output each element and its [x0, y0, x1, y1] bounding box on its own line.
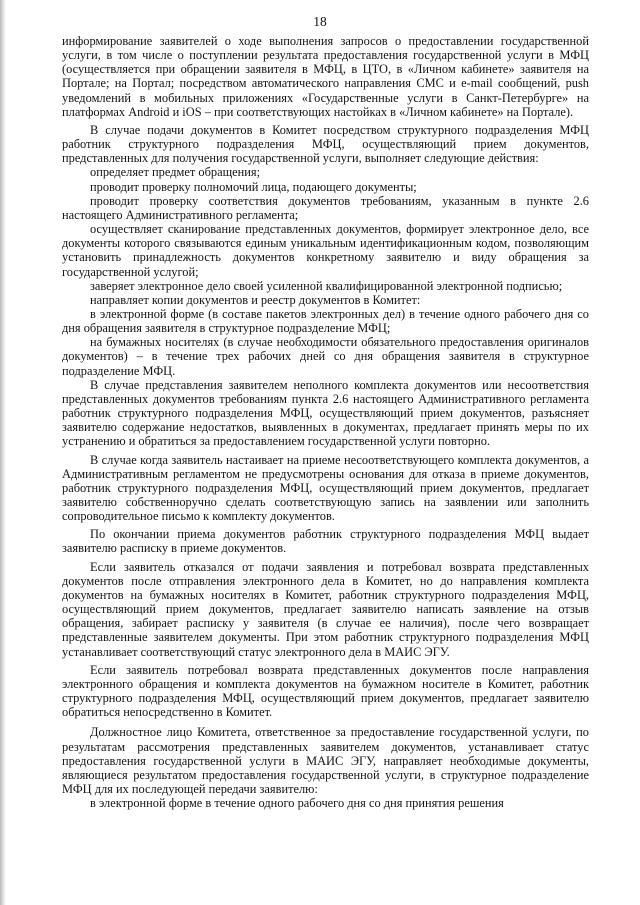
paragraph-informing-applicants: информирование заявителей о ходе выполнения запросов о предоставлении государственной услуги, в том числе о поступлении результата предоставления государственной услуги в МФЦ (осуществляется при обращении заявителя в МФЦ, в ЦТО, в «Личном кабинете» заявителя на Портале; на Портал; посредством автоматического направления СМС и e-mail сообщений, push уведомлений в мобильных приложениях «Государственные услуги в Санкт-Петербурге» на платформах Android и iOS – при соответствующих настойках в «Личном кабинете» на Портале).	[62, 34, 589, 119]
paragraph-refusal-after-paper: Если заявитель потребовал возврата представленных документов после направления электронного обращения и комплекта документов на бумажном носителе в Комитет, работник структурного подразделения МФЦ, осуществляющий прием документов, предлагает заявителю обратиться непосредственно в Комитет.	[62, 662, 589, 720]
paragraph-action-signing: заверяет электронное дело своей усиленной квалифицированной электронной подписью;	[90, 278, 563, 293]
page-number: 18	[313, 14, 327, 29]
scan-left-edge	[0, 0, 6, 905]
paragraph-committee-official: Должностное лицо Комитета, ответственное за предоставление государственной услуги, по результатам рассмотрения представленных заявителем документов, устанавливает статус предоставления государственной услуги в МАИС ЭГУ, направляет необходимые документы, являющиеся результатом предоставления государственной услуги, в структурное подразделение МФЦ для их последующей передачи заявителю:	[62, 725, 589, 796]
paragraph-action-authority-check: проводит проверку полномочий лица, подающего документы;	[90, 179, 417, 194]
paragraph-mfc-submission: В случае подачи документов в Комитет посредством структурного подразделения МФЦ работник структурного подразделения МФЦ, осуществляющий прием документов, представленных для получения государственной услуги, выполняет следующие действия:	[62, 122, 589, 166]
paragraph-applicant-insists: В случае когда заявитель настаивает на приеме несоответствующего комплекта документов, а Административным регламентом не предусмотрены основания для отказа в приеме документов, работник структурного подразделения МФЦ, осуществляющий прием документов, предлагает заявителю собственноручно сделать соответствующую запись на заявлении или заполнить сопроводительное письмо к комплекту документов.	[62, 452, 589, 524]
paragraph-action-subject: определяет предмет обращения;	[90, 165, 261, 180]
document-body	[62, 34, 589, 810]
paragraph-electronic-form: в электронной форме (в составе пакетов электронных дел) в течение одного рабочего дня со дня обращения заявителя в структурное подразделение МФЦ;	[62, 306, 589, 336]
paragraph-electronic-decision: в электронной форме в течение одного рабочего дня со дня принятия решения	[90, 796, 504, 811]
paragraph-refusal-before-paper: Если заявитель отказался от подачи заявления и потребовал возврата представленных документов после отправления электронного дела в Комитет, но до направления комплекта документов на бумажных носителях в Комитет, работник структурного подразделения МФЦ, осуществляющий прием документов, предлагает заявителю написать заявление на отзыв обращения, забирает расписку у заявителя (в случае ее наличия), после чего возвращает представленные заявителем документы. При этом работник структурного подразделения МФЦ устанавливает соответствующий статус электронного дела в МАИС ЭГУ.	[62, 559, 589, 659]
paragraph-paper-form: на бумажных носителях (в случае необходимости обязательного предоставления оригиналов документов) – в течение трех рабочих дней со дня обращения заявителя в структурное подразделение МФЦ.	[62, 335, 589, 378]
paragraph-action-compliance-check: проводит проверку соответствия документов требованиям, указанным в пункте 2.6 настоящего Административного регламента;	[62, 193, 589, 222]
paragraph-action-forwarding: направляет копии документов и реестр документов в Комитет:	[90, 292, 421, 307]
paragraph-receipt: По окончании приема документов работник структурного подразделения МФЦ выдает заявителю расписку в приеме документов.	[62, 527, 589, 556]
paragraph-incomplete-set: В случае представления заявителем неполного комплекта документов или несоответствия представленных документов требованиям пункта 2.6 настоящего Административного регламента работник структурного подразделения МФЦ, осуществляющий прием документов, разъясняет заявителю содержание недостатков, выявленных в документах, предлагает принять меры по их устранению и обратиться за предоставлением государственной услуги повторно.	[62, 377, 589, 449]
paragraph-action-scanning: осуществляет сканирование представленных документов, формирует электронное дело, все документы которого связываются единым уникальным идентификационным кодом, позволяющим установить принадлежность документов конкретному заявителю и виду обращения за государственной услугой;	[62, 222, 589, 279]
